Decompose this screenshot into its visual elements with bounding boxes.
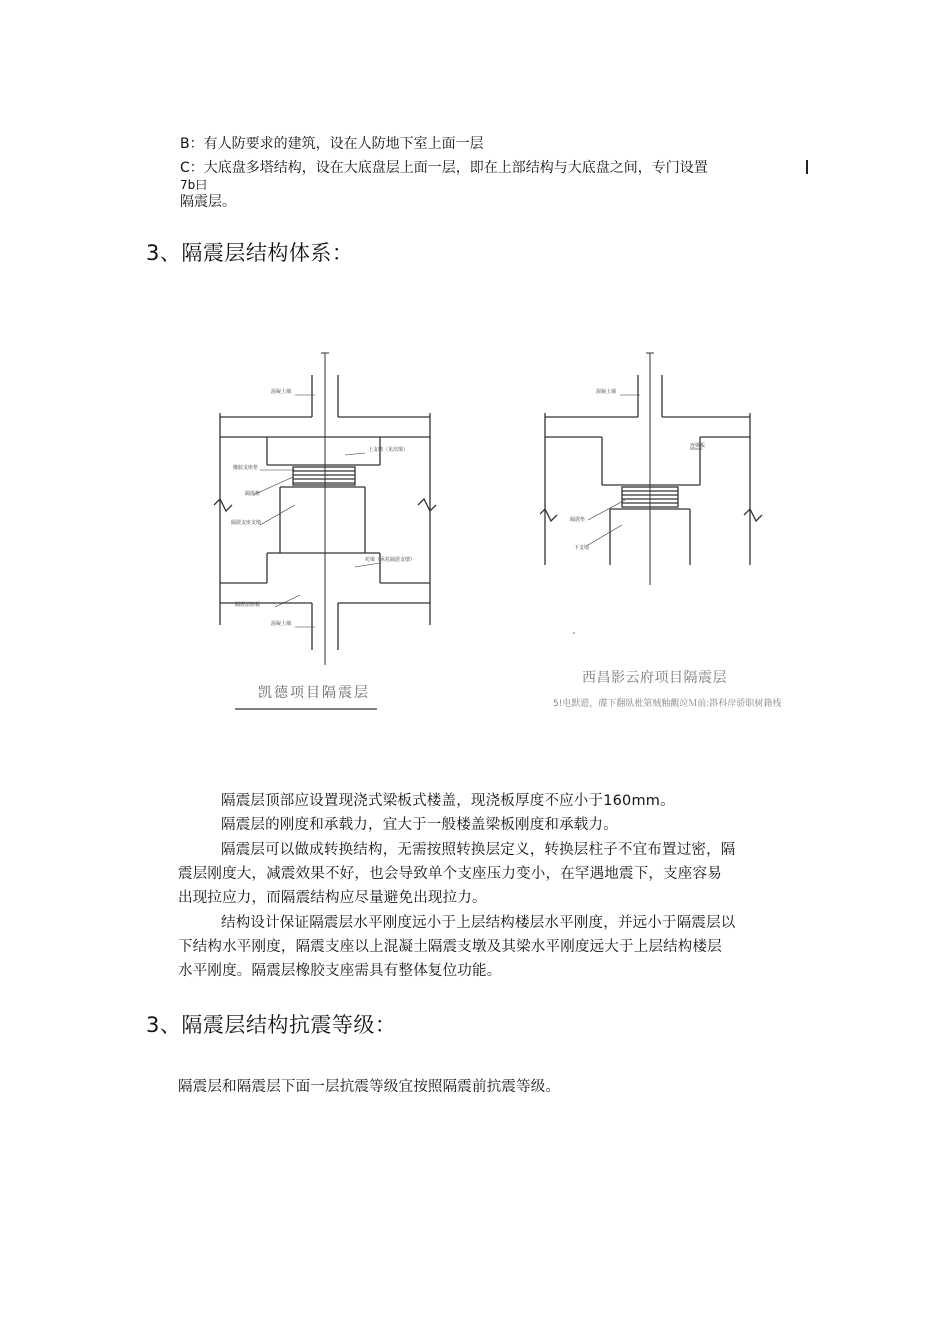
left-label-lower-beam: 托梁（承托隔震支墩）	[365, 557, 416, 563]
section-heading-structure: 3、隔震层结构体系：	[146, 241, 354, 265]
intro-line-c-fragment: 7b曰	[180, 178, 208, 192]
paragraph-line: 隔震层顶部应设置现浇式梁板式楼盖，现浇板厚度不应小于160mm。	[221, 793, 675, 809]
right-label-bearing: 隔震垫	[570, 517, 586, 523]
paragraph-line: 结构设计保证隔震层水平刚度远小于上层结构楼层水平刚度，并远小于隔震层以	[221, 915, 736, 931]
intro-line-c-end: 隔震层。	[180, 194, 236, 210]
right-label-upper-block: 连梁板	[690, 443, 706, 449]
intro-line-b: B：有人防要求的建筑，设在人防地下室上面一层	[180, 136, 484, 152]
right-isolation-diagram	[540, 345, 765, 645]
left-label-top-wall: 混凝土墙	[271, 389, 292, 395]
grade-text: 隔震层和隔震层下面一层抗震等级宜按照隔震前抗震等级。	[178, 1079, 561, 1095]
left-label-pad-side: 橡胶支座垫	[233, 465, 259, 471]
left-figure-caption: 凯德项目隔震层	[258, 685, 370, 701]
left-isolation-diagram	[205, 345, 440, 715]
line-end-mark	[806, 160, 808, 174]
intro-line-c: C：大底盘多塔结构，设在大底盘层上面一层，即在上部结构与大底盘之间，专门设置	[180, 160, 708, 176]
paragraph-line: 隔震层的刚度和承载力，宜大于一般楼盖梁板刚度和承载力。	[221, 817, 618, 833]
paragraph-line: 下结构水平刚度，隔震支座以上混凝土隔震支墩及其梁水平刚度远大于上层结构楼层	[178, 939, 722, 955]
left-label-lower-pier: 隔震支座支墩	[231, 520, 262, 526]
left-label-bottom-wall: 混凝土墙	[271, 621, 292, 627]
right-label-top-wall: 混凝土墙	[596, 389, 617, 395]
paragraph-line: 震层刚度大，减震效果不好，也会导致单个支座压力变小，在罕遇地震下，支座容易	[178, 866, 722, 882]
right-label-lower-pier: 下支墩	[574, 545, 590, 551]
paragraph-line: 隔震层可以做成转换结构，无需按照转换层定义，转换层柱子不宜布置过密，隔	[221, 842, 736, 858]
section-heading-grade: 3、隔震层结构抗震等级：	[146, 1013, 397, 1037]
right-figure-subcaption: 5!电默遊，碟下翻臥枇第贼釉觀竝Ｍ前:斟科岸骄职树籍栈	[553, 699, 782, 709]
left-label-bearing: 隔震垫	[245, 491, 261, 497]
left-label-floor-slab: 隔震层底板	[235, 602, 261, 608]
right-figure-caption: 西昌影云府项目隔震层	[582, 670, 727, 686]
paragraph-line: 出现拉应力，而隔震结构应尽量避免出现拉力。	[178, 890, 487, 906]
paragraph-line: 水平刚度。隔震层橡胶支座需具有整体复位功能。	[178, 963, 502, 979]
left-label-upper-beam: 上支墩（见次梁）	[368, 447, 409, 453]
